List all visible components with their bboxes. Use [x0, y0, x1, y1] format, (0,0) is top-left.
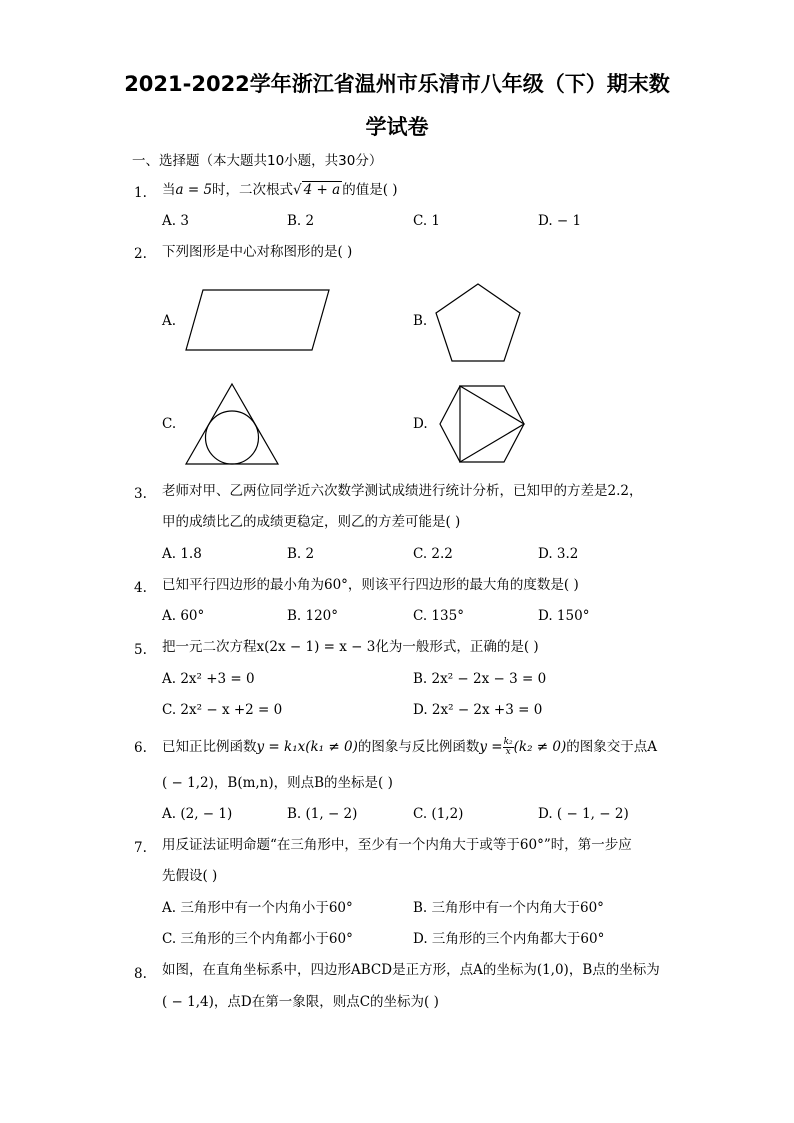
option-d: D. ( − 1, − 2) — [538, 806, 629, 822]
question-text: 下列图形是中心对称图形的是( ) — [162, 244, 353, 260]
question-number: 6. — [134, 740, 147, 756]
question-number: 4. — [134, 580, 147, 596]
math-expression: a = 5 — [175, 182, 213, 198]
option-b: B. 2x² − 2x − 3 = 0 — [413, 671, 547, 687]
fraction-numerator: k₂ — [503, 737, 513, 747]
radicand: 4 + a — [303, 182, 341, 198]
option-c: C. (1,2) — [413, 806, 464, 822]
question-text-line-2: ( − 1,2)，B(m,n)，则点B的坐标是( ) — [162, 775, 393, 791]
option-d: D. − 1 — [538, 213, 582, 229]
option-d: D. 3.2 — [538, 546, 579, 562]
text-segment: 的图象交于点A — [566, 739, 657, 755]
title-line-2: 学试卷 — [365, 115, 429, 139]
text-segment: 的图象与反比例函数 — [357, 739, 480, 755]
question-number: 2. — [134, 246, 147, 262]
question-text: 把一元二次方程x(2x − 1) = x − 3化为一般形式，正确的是( ) — [162, 639, 539, 655]
question-number: 1. — [134, 185, 147, 201]
text-segment: 的值是( ) — [342, 182, 398, 198]
question-text-line-1: 如图，在直角坐标系中，四边形ABCD是正方形，点A的坐标为(1,0)，B点的坐标为 — [162, 962, 660, 978]
question-number: 7. — [134, 840, 147, 856]
section-heading: 一、选择题（本大题共10小题，共30分） — [132, 153, 383, 169]
fraction — [503, 738, 514, 757]
question-text-line-1 — [162, 738, 657, 757]
option-a: A. 3 — [162, 213, 189, 229]
text-segment: 已知正比例函数 — [162, 739, 257, 755]
question-text-line-2: 先假设( ) — [162, 868, 218, 884]
option-b-label: B. — [413, 313, 428, 329]
option-c: C. 2x² − x +2 = 0 — [162, 702, 283, 718]
question-number: 3. — [134, 486, 147, 502]
option-a: A. 三角形中有一个内角小于60° — [162, 900, 353, 916]
parallelogram-figure — [185, 288, 331, 352]
question-text-line-1: 老师对甲、乙两位同学近六次数学测试成绩进行统计分析，已知甲的方差是2.2， — [162, 483, 643, 499]
option-d: D. 2x² − 2x +3 = 0 — [413, 702, 543, 718]
radical-sign: √ — [293, 182, 302, 198]
math-expression: y = — [479, 739, 503, 755]
question-number: 5. — [134, 642, 147, 658]
option-c: C. 2.2 — [413, 546, 453, 562]
question-text-line-2: ( − 1,4)，点D在第一象限，则点C的坐标为( ) — [162, 994, 439, 1010]
option-c: C. 1 — [413, 213, 441, 229]
hexagon-with-triangle-figure — [438, 384, 526, 464]
option-b: B. 120° — [287, 608, 339, 624]
option-a-label: A. — [162, 313, 177, 329]
option-c-label: C. — [162, 416, 177, 432]
question-text-line-2: 甲的成绩比乙的成绩更稳定，则乙的方差可能是( ) — [162, 514, 461, 530]
question-text-line-1: 用反证法证明命题“在三角形中，至少有一个内角大于或等于60°”时，第一步应 — [162, 837, 632, 853]
math-expression: y = k₁x(k₁ ≠ 0) — [256, 739, 358, 755]
triangle-with-incircle-figure — [184, 382, 280, 466]
question-text: 已知平行四边形的最小角为60°，则该平行四边形的最大角的度数是( ) — [162, 577, 579, 593]
option-b: B. 2 — [287, 213, 315, 229]
math-expression: (k₂ ≠ 0) — [513, 739, 567, 755]
option-a: A. 60° — [162, 608, 205, 624]
fraction-denominator: x — [505, 747, 511, 757]
text-segment: 时，二次根式 — [212, 182, 294, 198]
title-line-1: 2021-2022学年浙江省温州市乐清市八年级（下）期末数 — [124, 72, 670, 96]
pentagon-figure — [435, 282, 525, 364]
option-b: B. 2 — [287, 546, 315, 562]
option-c: C. 135° — [413, 608, 464, 624]
option-c: C. 三角形的三个内角都小于60° — [162, 931, 353, 947]
question-number: 8. — [134, 966, 147, 982]
option-a: A. 1.8 — [162, 546, 202, 562]
option-a: A. 2x² +3 = 0 — [162, 671, 255, 687]
text-segment: 当 — [162, 182, 176, 198]
option-d: D. 150° — [538, 608, 590, 624]
option-a: A. (2, − 1) — [162, 806, 233, 822]
option-d-label: D. — [413, 416, 428, 432]
option-b: B. (1, − 2) — [287, 806, 358, 822]
question-text — [162, 184, 398, 198]
option-b: B. 三角形中有一个内角大于60° — [413, 900, 604, 916]
option-d: D. 三角形的三个内角都大于60° — [413, 931, 605, 947]
